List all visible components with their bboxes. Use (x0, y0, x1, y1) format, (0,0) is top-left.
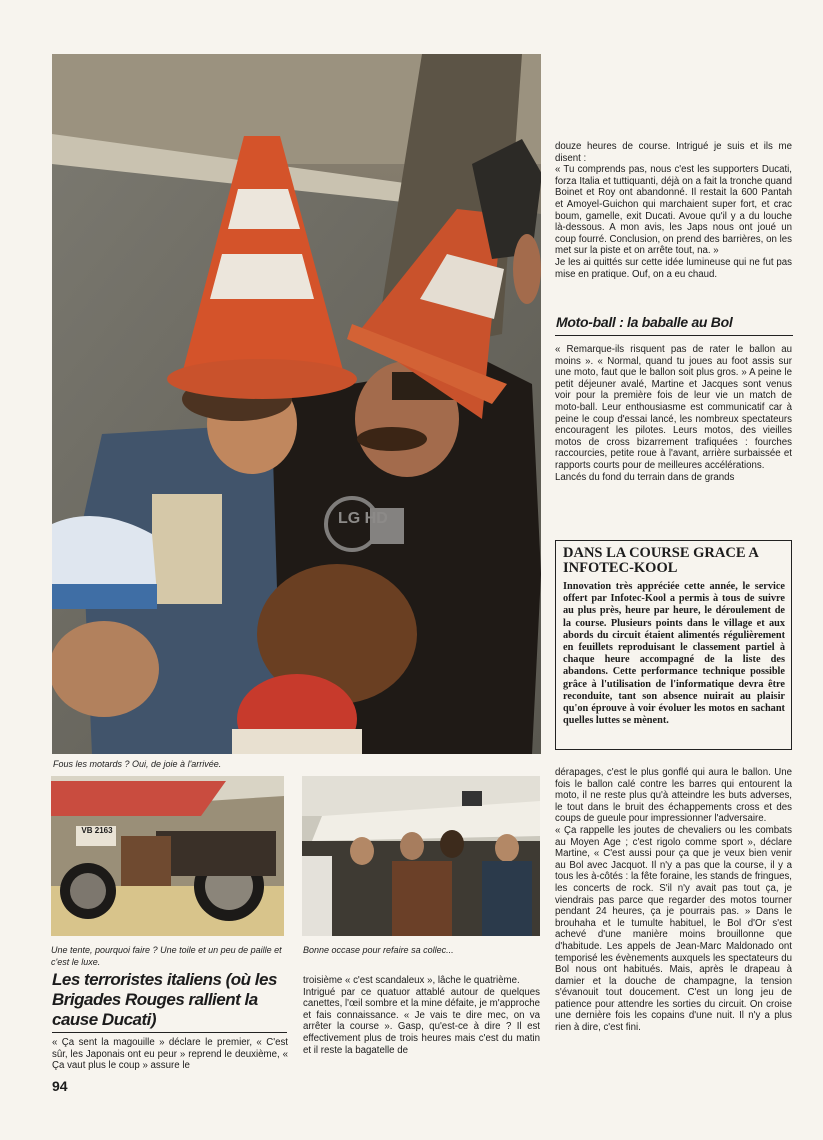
watermark-logo (322, 488, 407, 563)
paragraph: « Tu comprends pas, nous c'est les supporters Ducati, forza Italia et tuttiquanti, déjà on a fait la tronche quand Boinet et Roy ont abandonné. Il restait la 600 Pantah et Amoyel-Guichon qui marchaient super fort, et crac boum, gamelle, exit Ducati. Avoue qu'il y a du louche là-dessous. A mon avis, les Japs nous ont joué un coup fourré. Conclusion, on prend des barrières, on les met sur la piste et on arrête tout, na. » (555, 164, 792, 257)
moto-ball-heading: Moto-ball : la baballe au Bol (556, 314, 733, 330)
paragraph: « Ça sent la magouille » déclare le premier, « C'est sûr, les Japonais ont eu peur » reprend le deuxième, « Ça vaut plus le coup » assure le (52, 1037, 288, 1072)
watermark-text: LG HD (338, 510, 388, 527)
terroristes-column-1 (52, 1037, 288, 1072)
moto-ball-column (555, 344, 792, 483)
paragraph: Intrigué par ce quatuor attablé autour de quelques canettes, l'œil sombre et la mine défaite, je m'approche et fais connaissance. « Je vais te dire mec, on va arrêter la course ». Gasp, qu'est-ce à dire ? Il est effectivement plus de trois heures mais c'est du matin et il reste la bagatelle de (303, 986, 540, 1056)
main-photo (52, 54, 541, 754)
page-number: 94 (52, 1078, 68, 1094)
paragraph: douze heures de course. Intrigué je suis et ils me disent : (555, 141, 792, 164)
terroristes-column-2 (303, 975, 540, 1056)
main-photo-caption: Fous les motards ? Oui, de joie à l'arrivée. (53, 759, 222, 769)
paragraph: « Ça rappelle les joutes de chevaliers ou les combats au Moyen Age ; c'est rigolo comme sport », déclare Martine, « C'est aussi pour ça que je veux bien venir au Bol avec Jacquot. Il n'y a pas que la course, il y a tous les à-côtés : la fête foraine, les stands de fringues, les concerts de rock. S'il n'y avait pas tout ça, je viendrais pas parce que regarder des motos tourner pendant 24 heures, ça je pourrais pas. » Dans le brouhaha et le tumulte habituel, le Bol d'Or s'est achevé d'une manière moins brouillonne que d'habitude. Les appels de Jean-Marc Maldonado ont temporisé les évènements auxquels les spectateurs du Bol nous ont habitués. Mais, après le drapeau à damier et la douche de champagne, la tension s'évanouit tout doucement. C'est un long jeu de patience pour attendre les sorties du circuit. On croise une dernière fois les copains d'une nuit. Il n'y a plus rien à dire, c'est fini. (555, 824, 792, 1034)
infobox-title: DANS LA COURSE GRACE A INFOTEC-KOOL (563, 545, 758, 576)
infotec-infobox (555, 540, 792, 750)
bottom-right-column (555, 767, 792, 1034)
paragraph: dérapages, c'est le plus gonflé qui aura le ballon. Une fois le ballon calé contre les barres qui entourent la moto, il ne reste plus qu'à atteindre les buts adverses, le tout dans le bruit des échappements cross et des coups de gueule pour impressionner l'adversaire. (555, 767, 792, 825)
paragraph: troisième « c'est scandaleux », lâche le quatrième. (303, 975, 520, 986)
infobox-body: Innovation très appréciée cette année, le service offert par Infotec-Kool a permis à tous de suivre au plus près, heure par heure, le déroulement de la course. Plusieurs points dans le village et aux abords du circuit étaient alimentés régulièrement en feuillets reproduisant le classement partiel à chaque heure accompagné de la liste des abandons. Cette performance technique possible grâce à l'utilisation de l'informatique devra être reconduite, tant son absence nuirait au plaisir qu'on éprouve à voir évoluer les motos en sachant quelles luttes se mènent. (563, 581, 785, 727)
paragraph: Lancés du fond du terrain dans de grands (555, 471, 735, 483)
crowd-photo (302, 776, 540, 936)
top-right-column (555, 141, 792, 280)
license-plate: VB 2163 (81, 826, 113, 835)
crowd-photo-caption: Bonne occase pour refaire sa collec... (303, 945, 454, 955)
heading-rule (52, 1032, 287, 1033)
tent-photo (51, 776, 284, 936)
paragraph: « Remarque-ils risquent pas de rater le ballon au moins ». « Normal, quand tu joues au foot assis sur une moto, faut que le ballon soit plus gros. » A peine le petit déjeuner avalé, Martine et Jacques sont venus voir pour la première fois de leur vie un match de moto-ball. Leur enthousiasme est communicatif car à peine le coup d'essai lancé, les nombreux spectateurs encouragent les pilotes. Leurs motos, des vieilles motos de cross bizarrement trafiquées : fourches raccourcies, petite roue à l'avant, arrière surbaissée et rapports courts pour de meilleures accélérations. (555, 344, 792, 471)
tent-photo-caption: Une tente, pourquoi faire ? Une toile et un peu de paille et c'est le luxe. (51, 945, 282, 967)
paragraph: Je les ai quittés sur cette idée lumineuse qui ne fut pas mise en pratique. Ouf, on a eu chaud. (555, 256, 792, 280)
heading-rule (555, 335, 793, 336)
terroristes-heading: Les terroristes italiens (où les Brigades Rouges rallient la cause Ducati) (52, 970, 277, 1029)
